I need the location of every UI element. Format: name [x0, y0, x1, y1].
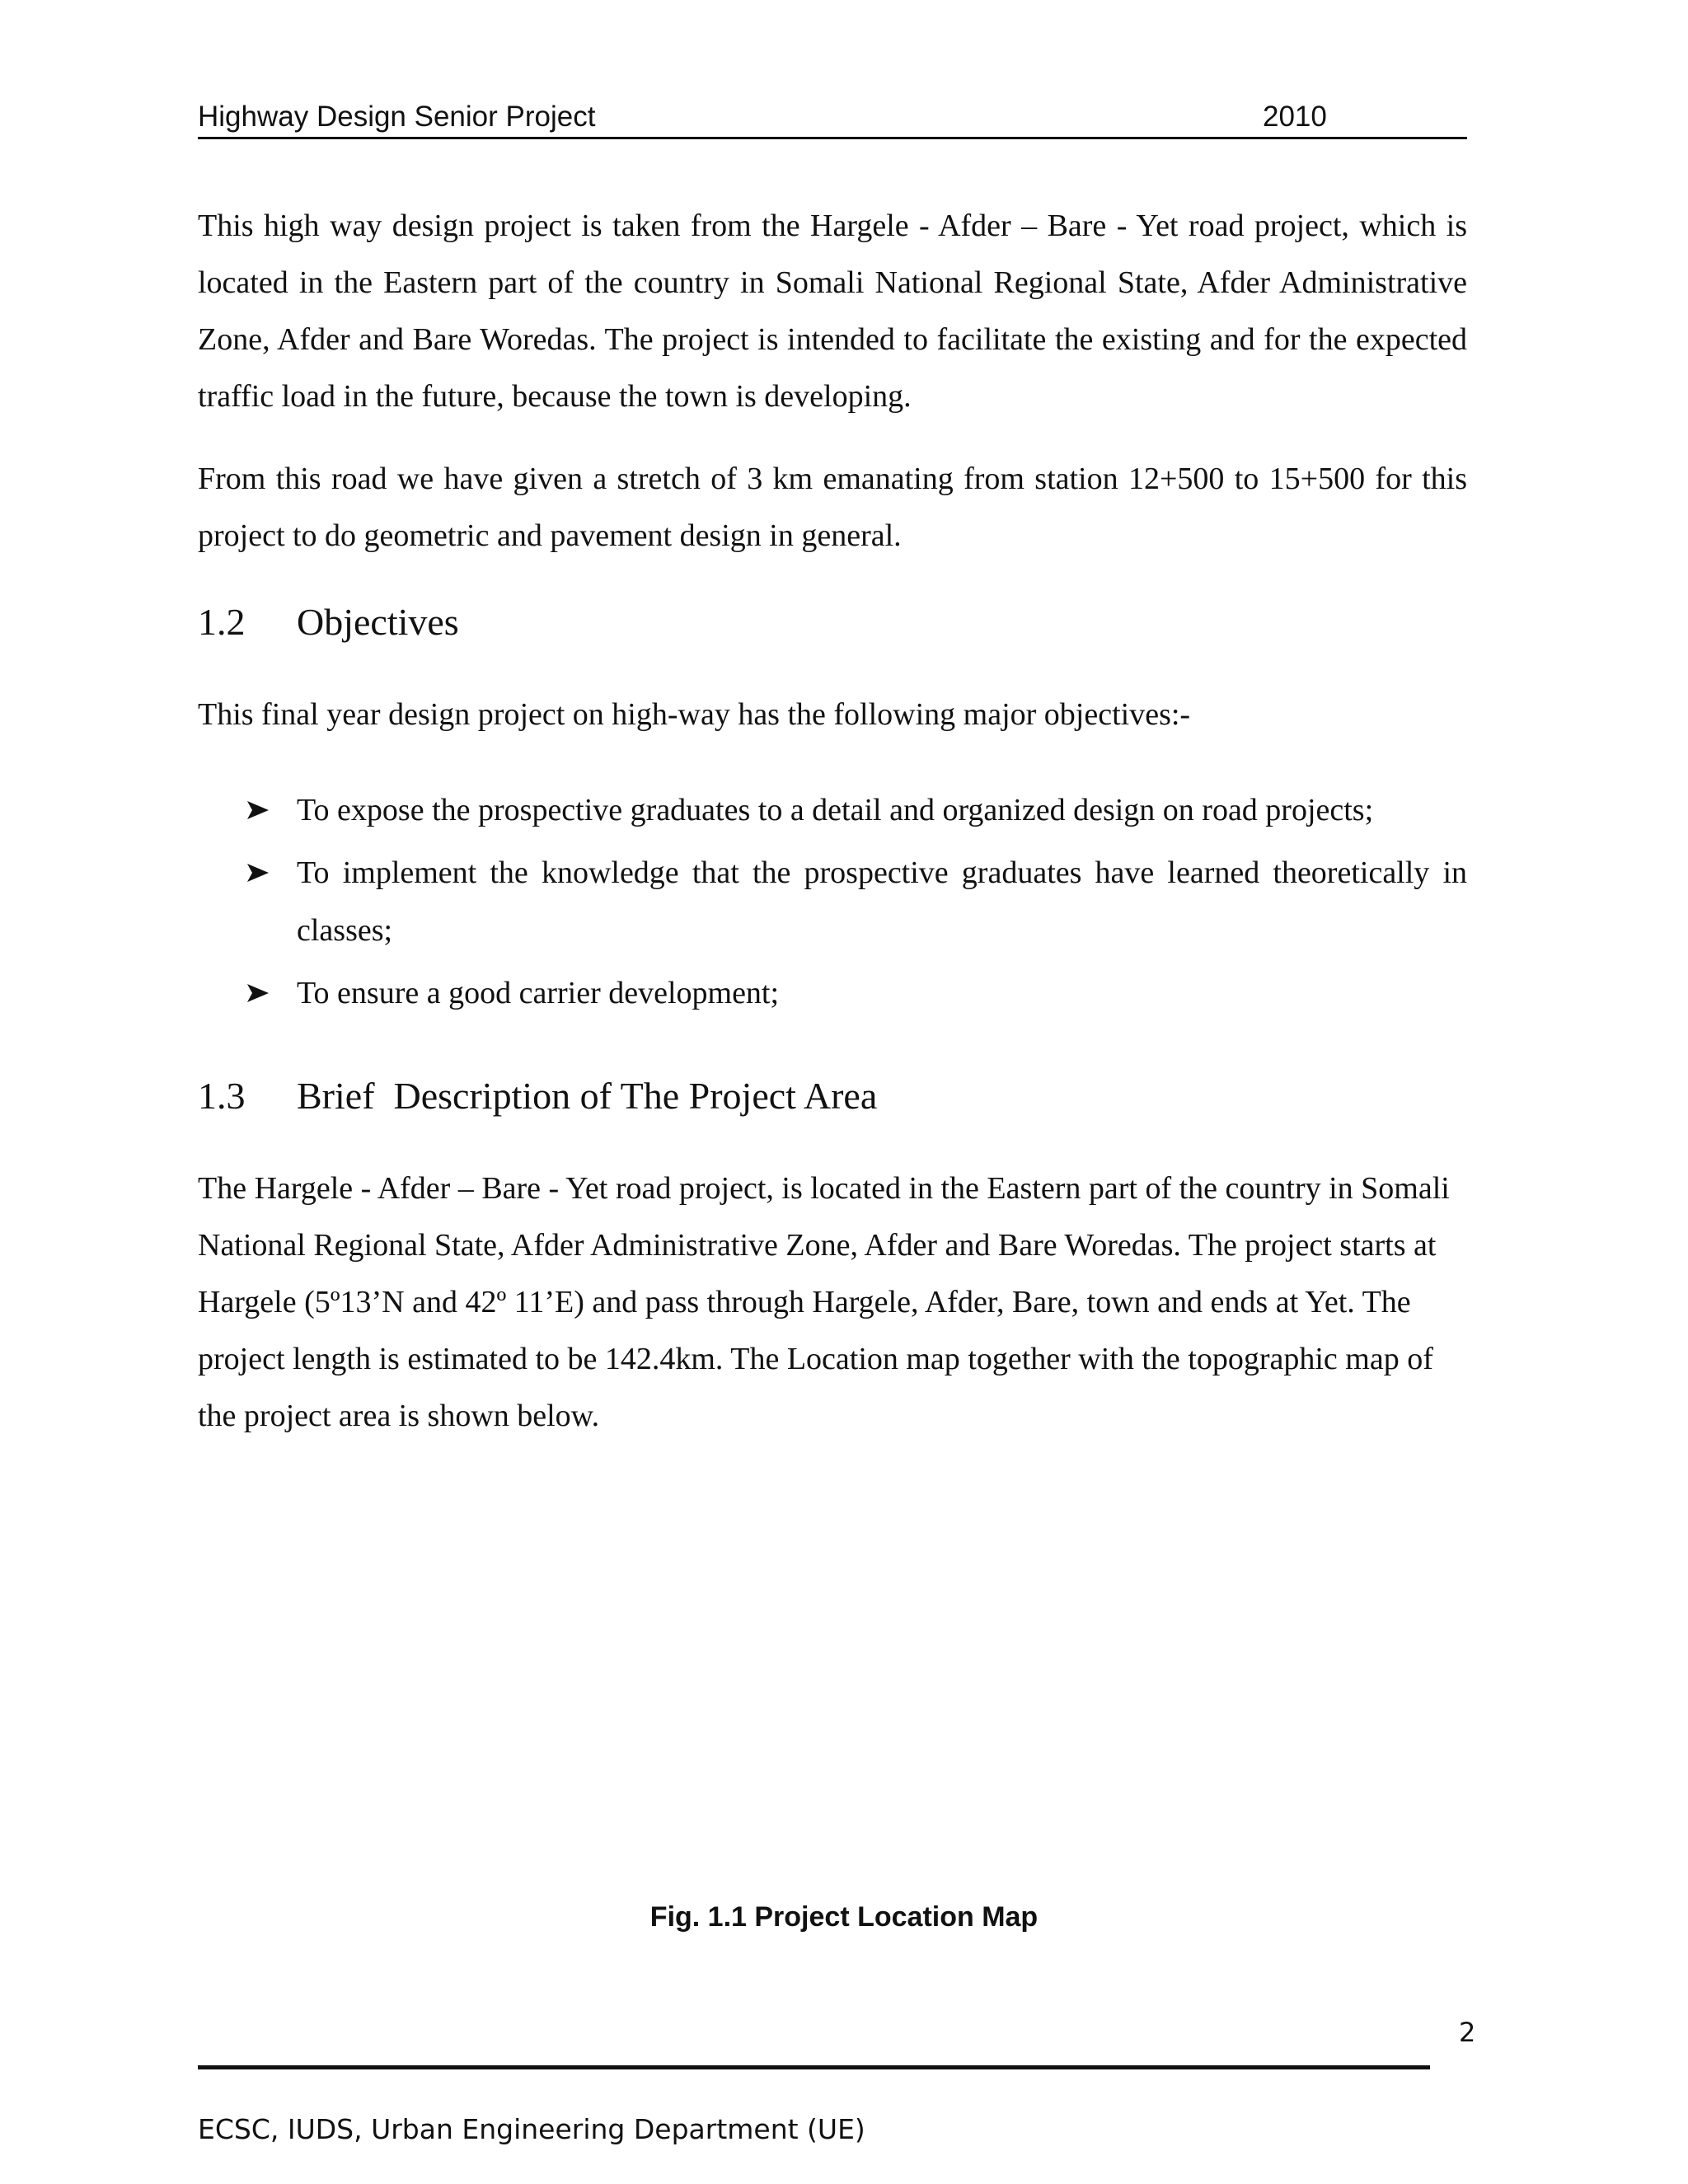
page-number: 2 [1459, 2017, 1476, 2048]
figure-caption: Fig. 1.1 Project Location Map [649, 1901, 1039, 1933]
header-title: Highway Design Senior Project [198, 101, 596, 133]
section-title: Brief Description of The Project Area [297, 1075, 878, 1117]
intro-paragraph-1: This high way design project is taken from the Hargele - Afder – Bare - Yet road project, which is located in the Eastern part of the country in Somali National Regional State, Afder Administrative Zone, Afder and Bare Woredas. The project is intended to facilitate the existing and for the expected traffic load in the future, because the town is developing. [198, 209, 1467, 414]
objectives-lead: This final year design project on high-way has the following major objectives:- [198, 697, 1191, 732]
section-number: 1.2 [198, 601, 246, 643]
section-title: Objectives [297, 601, 459, 643]
section-number: 1.3 [198, 1075, 246, 1117]
arrowhead-bullet-icon [247, 984, 269, 1002]
arrowhead-bullet-icon [247, 864, 269, 882]
footer-text: ECSC, IUDS, Urban Engineering Department (UE) [198, 2113, 865, 2145]
intro-paragraph-2: From this road we have given a stretch of 3 km emanating from station 12+500 to 15+500 for this project to do geometric and pavement design in general. [198, 462, 1467, 553]
list-item: To expose the prospective graduates to a detail and organized design on road projects; [247, 781, 1467, 839]
objectives-list [247, 781, 1467, 1027]
page-header [198, 97, 1467, 139]
project-area-paragraph: The Hargele - Afder – Bare - Yet road project, is located in the Eastern part of the country in Somali National Regional State, Afder Administrative Zone, Afder and Bare Woredas. The project starts at Hargele (5º13’N and 42º 11’E) and pass through Hargele, Afder, Bare, town and ends at Yet. The project length is estimated to be 142.4km. The Location map together with the topographic map of the project area is shown below. [198, 1171, 1450, 1433]
section-heading-objectives [198, 598, 459, 647]
header-year: 2010 [1263, 101, 1327, 133]
footer-rule [198, 2065, 1430, 2069]
section-heading-project-area [198, 1071, 877, 1121]
list-item: To ensure a good carrier development; [247, 964, 1467, 1022]
arrowhead-bullet-icon [247, 801, 269, 819]
list-item: To implement the knowledge that the prospective graduates have learned theoretically in classes; [247, 844, 1467, 959]
